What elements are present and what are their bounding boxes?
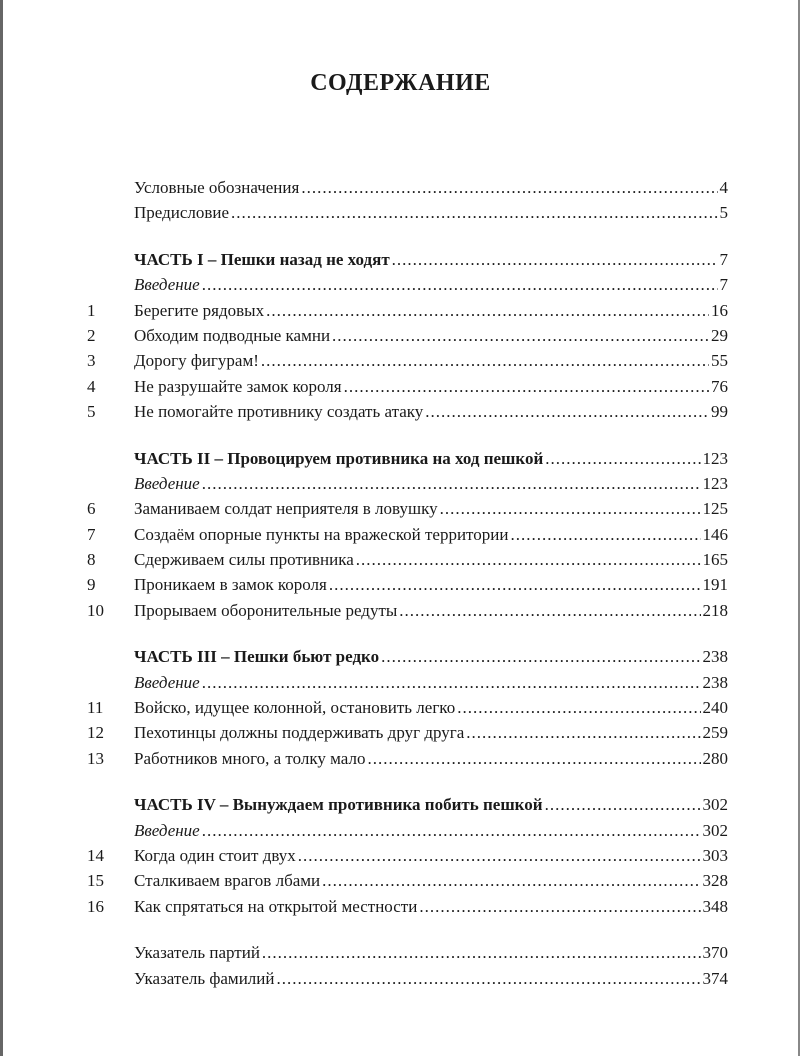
dot-leader (425, 399, 709, 424)
entry-line (134, 818, 728, 843)
chapter-number: 12 (87, 723, 104, 743)
dot-leader (466, 720, 700, 745)
dot-leader (440, 496, 701, 521)
section-gap (3, 623, 800, 644)
toc-entry-chapter (3, 746, 800, 771)
entry-title: ЧАСТЬ I – Пешки назад не ходят (134, 249, 390, 269)
entry-title: Сдерживаем силы противника (134, 550, 354, 570)
entry-line (134, 720, 728, 745)
dot-leader (545, 446, 700, 471)
toc-entry-chapter (3, 572, 800, 597)
chapter-number: 8 (87, 550, 96, 570)
entry-title: Введение (134, 672, 200, 692)
entry-title: Проникаем в замок короля (134, 575, 327, 595)
entry-line (134, 792, 728, 817)
page-number: 328 (702, 871, 728, 891)
page-number: 99 (711, 402, 728, 422)
page-number: 302 (702, 795, 728, 815)
toc-entry-chapter (3, 894, 800, 919)
dot-leader (276, 966, 700, 991)
entry-title: Берегите рядовых (134, 300, 265, 320)
entry-title: Прорываем оборонительные редуты (134, 600, 398, 620)
chapter-number: 1 (87, 300, 96, 320)
section-gap (3, 226, 800, 247)
page-number: 76 (711, 376, 728, 396)
entry-title: Создаём опорные пункты на вражеской территории (134, 524, 509, 544)
dot-leader (301, 175, 717, 200)
entry-line (134, 966, 728, 991)
entry-title: Указатель фамилий (134, 968, 275, 988)
entry-title: Предисловие (134, 203, 230, 223)
dot-leader (231, 200, 717, 225)
entry-line (134, 868, 728, 893)
entry-line (134, 572, 728, 597)
dot-leader (457, 695, 700, 720)
entry-line (134, 175, 728, 200)
entry-line (134, 843, 728, 868)
entry-title: Условные обозначения (134, 178, 300, 197)
entry-title: Дорогу фигурам! (134, 351, 259, 371)
toc-entry-chapter (3, 348, 800, 373)
section-gap (3, 425, 800, 446)
page-number: 55 (711, 351, 728, 371)
page-number: 302 (702, 820, 728, 840)
page-number: 16 (711, 300, 728, 320)
page-number: 240 (702, 698, 728, 718)
toc-entry-intro (3, 670, 800, 695)
toc-entry-chapter (3, 522, 800, 547)
toc-entry-chapter (3, 598, 800, 623)
page-title: СОДЕРЖАНИЕ (310, 70, 491, 96)
toc-entry-chapter (3, 547, 800, 572)
entry-line (134, 644, 728, 669)
page-number: 123 (702, 448, 728, 468)
entry-line (134, 374, 728, 399)
entry-line (134, 247, 728, 272)
chapter-number: 5 (87, 402, 96, 422)
entry-title: Не помогайте противнику создать атаку (134, 402, 424, 422)
page-number: 259 (702, 723, 728, 743)
page-number: 146 (702, 524, 728, 544)
dot-leader (266, 298, 709, 323)
toc-entry-chapter (3, 695, 800, 720)
toc-entry-front (3, 200, 800, 225)
section-gap (3, 771, 800, 792)
page-number: 218 (702, 600, 728, 620)
chapter-number: 11 (87, 698, 104, 718)
entry-title: Введение (134, 275, 200, 295)
entry-line (134, 496, 728, 521)
dot-leader (399, 598, 700, 623)
entry-line (134, 547, 728, 572)
toc-entry-chapter (3, 720, 800, 745)
entry-line (134, 298, 728, 323)
chapter-number: 6 (87, 499, 96, 519)
entry-line (134, 446, 728, 471)
toc-entry-chapter (3, 323, 800, 348)
toc-entry-chapter (3, 496, 800, 521)
section-gap (3, 919, 800, 940)
toc-entry-chapter (3, 374, 800, 399)
entry-line (134, 670, 728, 695)
toc-entry-intro (3, 471, 800, 496)
page-number: 7 (719, 275, 728, 295)
entry-title: Введение (134, 820, 200, 840)
toc-entry-chapter (3, 399, 800, 424)
entry-title: Введение (134, 473, 200, 493)
dot-leader (510, 522, 700, 547)
dot-leader (329, 572, 701, 597)
chapter-number: 14 (87, 845, 104, 865)
dot-leader (202, 818, 701, 843)
dot-leader (322, 868, 700, 893)
page-number: 7 (719, 249, 728, 269)
entry-title: Указатель партий (134, 943, 260, 963)
entry-line (134, 348, 728, 373)
entry-title: ЧАСТЬ III – Пешки бьют редко (134, 647, 380, 667)
entry-title: ЧАСТЬ II – Провоцируем противника на ход пешкой (134, 448, 544, 468)
toc-entry-intro (3, 272, 800, 297)
chapter-number: 3 (87, 351, 96, 371)
page-number: 348 (702, 896, 728, 916)
dot-leader (545, 792, 701, 817)
page-number: 125 (702, 499, 728, 519)
entry-line (134, 522, 728, 547)
toc-entry-chapter (3, 843, 800, 868)
entry-line (134, 200, 728, 225)
entry-title: Не разрушайте замок короля (134, 376, 342, 396)
entry-line (134, 894, 728, 919)
chapter-number: 7 (87, 524, 96, 544)
entry-title: Заманиваем солдат неприятеля в ловушку (134, 499, 438, 519)
dot-leader (367, 746, 700, 771)
entry-title: Пехотинцы должны поддерживать друг друга (134, 723, 465, 743)
page-number: 4 (719, 178, 728, 197)
dot-leader (419, 894, 700, 919)
entry-line (134, 272, 728, 297)
page-number: 370 (702, 943, 728, 963)
dot-leader (298, 843, 701, 868)
toc-entry-front (3, 175, 800, 200)
chapter-number: 4 (87, 376, 96, 396)
entry-title: Работников много, а толку мало (134, 748, 366, 768)
chapter-number: 2 (87, 325, 96, 345)
table-of-contents (3, 175, 800, 991)
page-number: 374 (702, 968, 728, 988)
page-number: 123 (702, 473, 728, 493)
dot-leader (381, 644, 700, 669)
dot-leader (392, 247, 718, 272)
entry-line (134, 940, 728, 965)
page-number: 5 (719, 203, 728, 223)
entry-title: ЧАСТЬ IV – Вынуждаем противника побить пешкой (134, 795, 543, 815)
dot-leader (356, 547, 701, 572)
chapter-number: 10 (87, 600, 104, 620)
entry-line (134, 471, 728, 496)
toc-entry-chapter (3, 868, 800, 893)
page-number: 303 (702, 845, 728, 865)
toc-entry-part (3, 792, 800, 817)
entry-title: Войско, идущее колонной, остановить легко (134, 698, 456, 718)
toc-entry-intro (3, 818, 800, 843)
chapter-number: 13 (87, 748, 104, 768)
entry-line (134, 695, 728, 720)
dot-leader (202, 471, 701, 496)
chapter-number: 16 (87, 896, 104, 916)
toc-entry-back (3, 940, 800, 965)
entry-title: Когда один стоит двух (134, 845, 296, 865)
entry-line (134, 598, 728, 623)
page-number: 191 (702, 575, 728, 595)
toc-entry-chapter (3, 298, 800, 323)
toc-entry-back (3, 966, 800, 991)
entry-title: Как спрятаться на открытой местности (134, 896, 418, 916)
dot-leader (202, 272, 718, 297)
page-number: 238 (702, 672, 728, 692)
dot-leader (262, 940, 701, 965)
page-number: 280 (702, 748, 728, 768)
chapter-number: 15 (87, 871, 104, 891)
page-number: 165 (702, 550, 728, 570)
dot-leader (332, 323, 709, 348)
entry-line (134, 399, 728, 424)
chapter-number: 9 (87, 575, 96, 595)
entry-title: Обходим подводные камни (134, 325, 331, 345)
page-number: 29 (711, 325, 728, 345)
dot-leader (202, 670, 701, 695)
dot-leader (261, 348, 709, 373)
entry-line (134, 746, 728, 771)
entry-title: Сталкиваем врагов лбами (134, 871, 321, 891)
dot-leader (344, 374, 709, 399)
page-number: 238 (702, 647, 728, 667)
toc-entry-part (3, 644, 800, 669)
toc-entry-part (3, 446, 800, 471)
entry-line (134, 323, 728, 348)
toc-entry-part (3, 247, 800, 272)
